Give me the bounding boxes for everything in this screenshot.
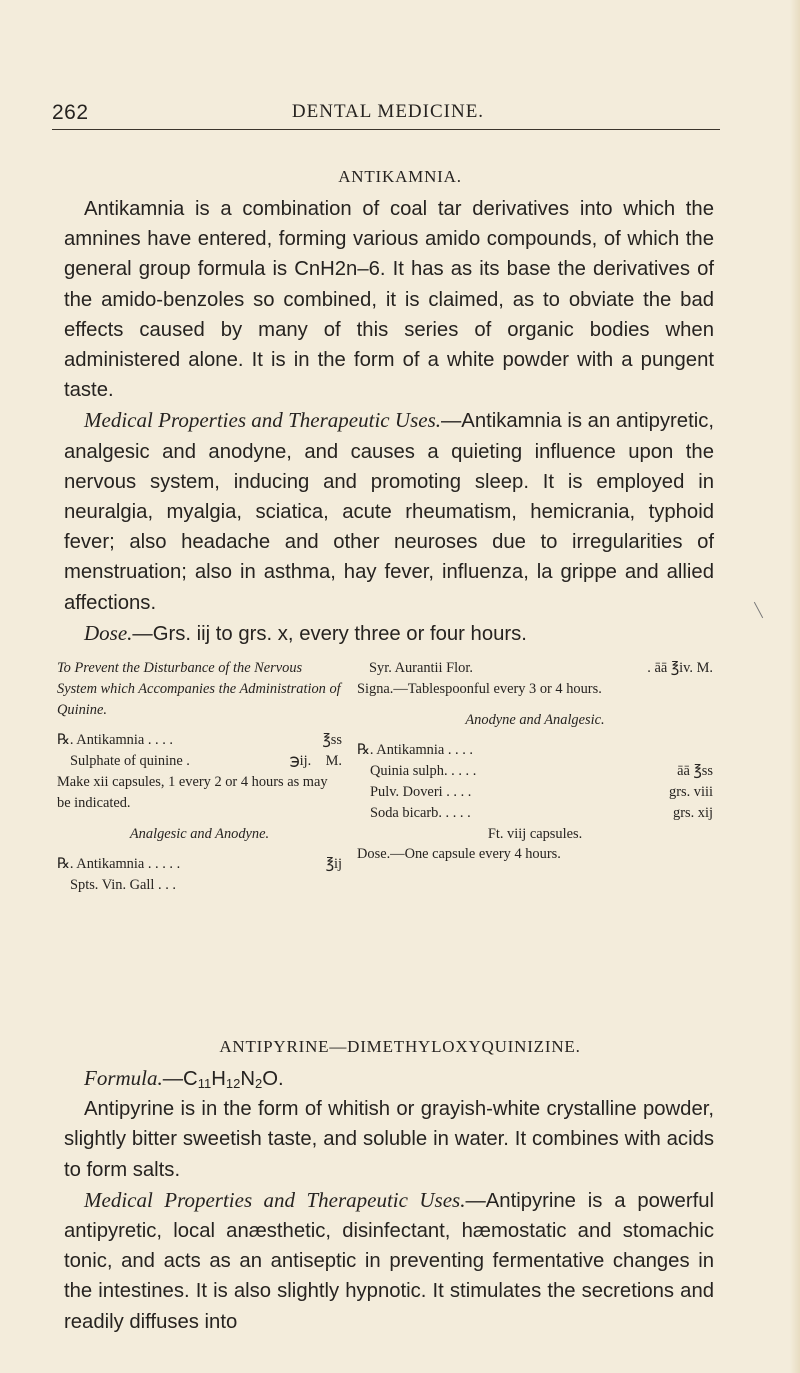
- antikamnia-uses-paragraph: [64, 405, 714, 617]
- rx-line: [357, 658, 713, 679]
- rx-quantity: āā ℥ss: [677, 763, 713, 780]
- prescription-right-column: [357, 658, 713, 865]
- running-head: DENTAL MEDICINE.: [291, 101, 485, 122]
- dose-text: —Grs. iij to grs. x, every three or four hours.: [132, 622, 527, 645]
- antipyrine-intro-paragraph: Antipyrine is in the form of whitish or grayish-white crystalline powder, slightly bitter sweetish taste, and soluble in water. It combines with acids to form salts.: [64, 1098, 714, 1181]
- section-heading-antipyrine: ANTIPYRINE—DIMETHYLOXYQUINIZINE.: [219, 1037, 581, 1056]
- rx-line: [357, 761, 713, 782]
- formula-line: [64, 1063, 714, 1094]
- antipyrine-text: [64, 1063, 714, 1337]
- rx-quantity: grs. viii: [669, 783, 713, 800]
- rx-ingredient: Spts. Vin. Gall . . .: [70, 877, 177, 894]
- signa-text: Signa.—Tablespoonful every 3 or 4 hours.: [357, 680, 602, 697]
- antikamnia-text: [64, 194, 714, 649]
- rx-line: [57, 875, 342, 896]
- rx-quantity: ℥ss: [322, 732, 342, 749]
- rx-line: [357, 782, 713, 803]
- antikamnia-dose-paragraph: [64, 618, 714, 649]
- page-edge-shadow: [790, 0, 800, 1373]
- rx-quantity: ℈ij. M.: [289, 753, 342, 770]
- rx-directions: Ft. viij capsules.: [487, 825, 583, 842]
- pencil-mark: [754, 602, 763, 618]
- section-heading-antikamnia: ANTIKAMNIA.: [338, 167, 462, 186]
- rx-ingredient: Pulv. Doveri . . . .: [370, 783, 472, 800]
- formula-label: Formula.: [84, 1066, 163, 1090]
- rx-ingredient: Soda bicarb. . . . .: [370, 804, 471, 821]
- rx-quantity: grs. xij: [673, 804, 713, 821]
- rx-line: [357, 803, 713, 824]
- rx-ingredient: ℞. Antikamnia . . . .: [57, 732, 174, 749]
- rx-line: [57, 854, 342, 875]
- antipyrine-uses-paragraph: [64, 1185, 714, 1337]
- rx-ingredient: ℞. Antikamnia . . . .: [357, 742, 474, 759]
- rx-ingredient: Quinia sulph. . . . .: [370, 763, 477, 780]
- page-number: 262: [52, 101, 89, 124]
- uses-label: Medical Properties and Therapeutic Uses.: [84, 1187, 466, 1212]
- uses-text: —Antipyrine is a powerful antipyretic, local anæsthetic, disinfectant, hæmostatic and stomachic tonic, and acts as an antiseptic in preventing fermentative changes in the intestines. It is also slightly hypnotic. It stimulates the secretions and readily diffuses into: [64, 1189, 714, 1333]
- rx-ingredient: ℞. Antikamnia . . . . .: [57, 856, 181, 873]
- prescription-title: Analgesic and Anodyne.: [129, 825, 270, 842]
- rx-ingredient: Syr. Aurantii Flor.: [369, 660, 473, 676]
- rx-line: [57, 730, 342, 751]
- dose-label: Dose.: [84, 620, 133, 645]
- uses-label: Medical Properties and Therapeutic Uses.: [84, 408, 442, 433]
- rx-quantity: . āā ℥iv. M.: [647, 660, 713, 676]
- uses-text: —Antikamnia is an antipyretic, analgesic and anodyne, and causes a quieting influence upon the nervous system, inducing and promoting sleep. It is employed in neuralgia, myalgia, sciatica, acute rheumatism, hemicrania, typhoid fever; also headache and other neuroses due to irregularities of menstruation; also in asthma, hay fever, influenza, la grippe and allied affections.: [64, 410, 714, 614]
- prescription-title: Anodyne and Analgesic.: [465, 711, 605, 728]
- header-rule: [52, 129, 720, 130]
- rx-ingredient: Sulphate of quinine .: [70, 753, 190, 770]
- antikamnia-intro-paragraph: Antikamnia is a combination of coal tar derivatives into which the amnines have entered, forming various amido compounds, of which the general group formula is CnH2n–6. It has as its base the derivatives of the amido-benzoles so combined, it is claimed, as to obviate the bad effects caused by many of this series of organic bodies when administered alone. It is in the form of a white powder with a pungent taste.: [64, 198, 714, 402]
- rx-quantity: ℥ij: [325, 856, 342, 873]
- prescription-title: To Prevent the Disturbance of the Nervous System which Accompanies the Administration of Quinine.: [57, 660, 341, 718]
- prescription-left-column: [57, 658, 342, 896]
- rx-line: [357, 740, 713, 761]
- rx-dose: Dose.—One capsule every 4 hours.: [357, 846, 561, 863]
- formula-text: $—C_{11}H_{12}N_2O$.: [162, 1068, 284, 1091]
- rx-directions: Make xii capsules, 1 every 2 or 4 hours as may be indicated.: [57, 773, 328, 811]
- rx-line: [57, 751, 342, 772]
